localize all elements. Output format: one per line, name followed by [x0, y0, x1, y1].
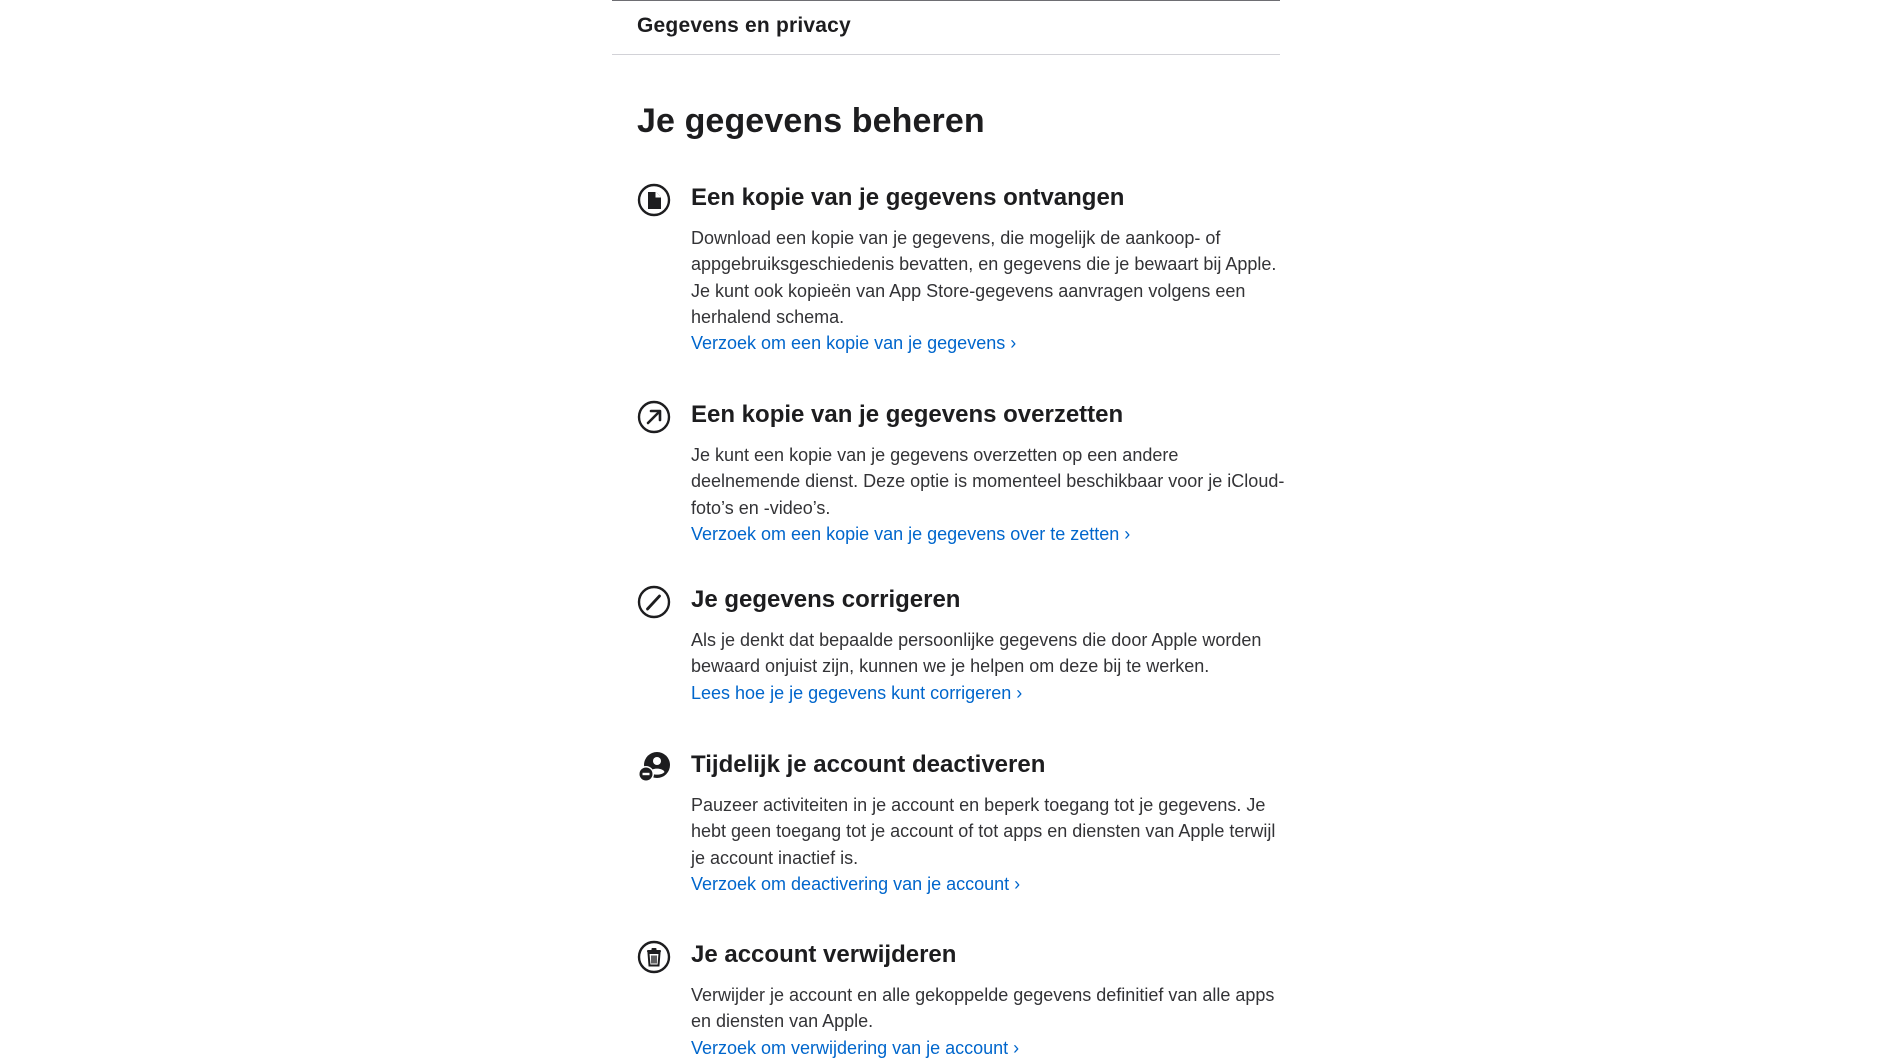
section-heading: Je account verwijderen	[691, 941, 957, 968]
request-transfer-link[interactable]: Verzoek om een kopie van je gegevens over te zetten ›	[691, 523, 1131, 544]
pencil-icon	[637, 585, 671, 619]
section-description	[691, 627, 1291, 706]
section-description	[691, 792, 1291, 897]
arrow-up-right-icon	[637, 400, 671, 434]
request-deactivation-link[interactable]: Verzoek om deactivering van je account ›	[691, 873, 1021, 894]
section-description-text: Download een kopie van je gegevens, die mogelijk de aankoop- of appgebruiksgeschiedenis bevatten, en gegevens die je bewaart bij Apple. Je kunt ook kopieën van App Store-gegevens aanvragen volgens een herhalend schema.	[691, 228, 1277, 327]
section-heading: Tijdelijk je account deactiveren	[691, 751, 1046, 778]
section-heading: Een kopie van je gegevens overzetten	[691, 401, 1124, 428]
section-description-text: Pauzeer activiteiten in je account en beperk toegang tot je gegevens. Je hebt geen toegang tot je account of tot apps en diensten van Apple terwijl je account inactief is.	[691, 795, 1276, 868]
section-description	[691, 442, 1291, 547]
person-pause-icon	[637, 750, 671, 784]
section-description-text: Als je denkt dat bepaalde persoonlijke gegevens die door Apple worden bewaard onjuist zijn, kunnen we je helpen om deze bij te werken.	[691, 630, 1262, 677]
request-deletion-link[interactable]: Verzoek om verwijdering van je account ›	[691, 1037, 1020, 1058]
section-description-text: Verwijder je account en alle gekoppelde gegevens definitief van alle apps en diensten van Apple.	[691, 985, 1275, 1032]
trash-icon	[637, 940, 671, 974]
local-nav	[612, 0, 1280, 55]
local-nav-title[interactable]: Gegevens en privacy	[637, 14, 851, 37]
learn-correct-link[interactable]: Lees hoe je je gegevens kunt corrigeren ›	[691, 682, 1023, 703]
section-description	[691, 982, 1291, 1061]
page-title: Je gegevens beheren	[637, 102, 985, 140]
document-icon	[637, 183, 671, 217]
request-copy-link[interactable]: Verzoek om een kopie van je gegevens ›	[691, 333, 1017, 354]
content-column	[612, 0, 1285, 1058]
section-description-text: Je kunt een kopie van je gegevens overzetten op een andere deelnemende dienst. Deze optie is momenteel beschikbaar voor je iCloud-foto’s en -video’s.	[691, 445, 1285, 518]
section-description	[691, 225, 1291, 356]
section-heading: Je gegevens corrigeren	[691, 586, 961, 613]
section-heading: Een kopie van je gegevens ontvangen	[691, 184, 1125, 211]
